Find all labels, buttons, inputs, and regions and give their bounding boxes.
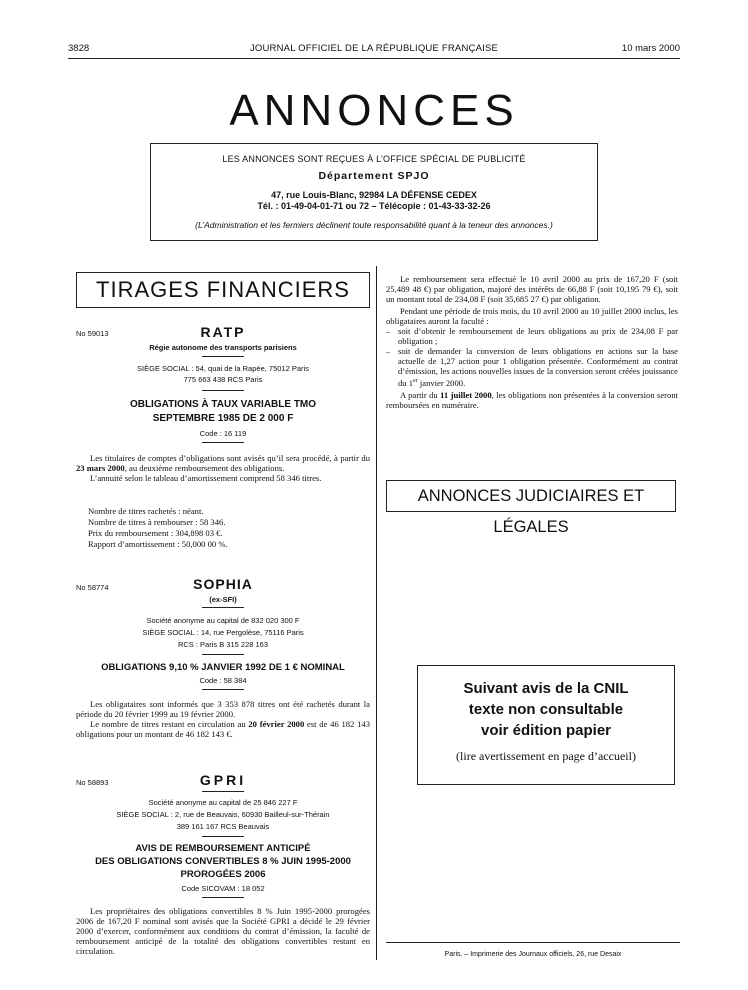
gpri-avis-line1: AVIS DE REMBOURSEMENT ANTICIPÉ: [135, 843, 311, 854]
gpri-code: Code SICOVAM : 18 052: [181, 884, 265, 893]
sophia-paragraph-1: Les obligataires sont informés que 3 353 878 titres ont été rachetés durant la période du 20 février 1999 au 19 février 2000.: [76, 699, 370, 719]
list-item: – soit de demander la conversion de leurs obligations en actions sur la base actuelle de 1,27 action pour 1 obligation présentée. Conformément au contrat d’émission, les actions nouvelles issues de la conversion seront créées jouissance du 1er janvier 2000.: [386, 346, 678, 388]
page-title: ANNONCES: [229, 86, 519, 135]
ratp-oblig-line2: SEPTEMBRE 1985 DE 2 000 F: [152, 413, 294, 424]
ratp-ref: No 59013: [76, 329, 109, 338]
divider: [202, 607, 244, 608]
right-paragraph-2: Pendant une période de trois mois, du 10 avril 2000 au 10 juillet 2000 inclus, les obligataires auront la faculté :: [386, 306, 678, 326]
sophia-siege: SIÈGE SOCIAL : 14, rue Pergolèse, 75116 Paris: [142, 628, 304, 637]
ratp-stat: Nombre de titres rachetés : néant.: [88, 506, 204, 516]
sophia-name: SOPHIA: [193, 576, 253, 592]
list-item: – soit d’obtenir le remboursement de leurs obligations au prix de 234,08 F par obligation ;: [386, 326, 678, 346]
notice-box: [150, 143, 598, 241]
divider: [202, 689, 244, 690]
divider: [202, 791, 244, 792]
ratp-siege: SIÈGE SOCIAL : 54, quai de la Rapée, 75012 Paris: [137, 364, 309, 373]
ratp-body: [76, 453, 370, 483]
gpri-avis-line2: DES OBLIGATIONS CONVERTIBLES 8 % JUIN 1995-2000: [95, 856, 351, 867]
gpri-body: [76, 906, 370, 956]
divider: [202, 356, 244, 357]
cnil-note: (lire avertissement en page d’accueil): [456, 749, 636, 763]
ratp-code: Code : 16 119: [199, 429, 247, 438]
sophia-body: [76, 699, 370, 739]
cnil-line2: texte non consultable: [468, 701, 624, 718]
right-paragraph-3: A partir du 11 juillet 2000, les obligations non présentées à la conversion seront remboursées en numéraire.: [386, 389, 679, 410]
sophia-oblig: OBLIGATIONS 9,10 % JANVIER 1992 DE 1 € NOMINAL: [101, 662, 345, 673]
sophia-paragraph-2: Le nombre de titres restant en circulation au 20 février 2000 est de 46 182 143 obligations pour un montant de 46 182 143 €.: [76, 719, 370, 739]
ratp-paragraph-1: Les titulaires de comptes d’obligations sont avisés qu’il sera procédé, à partir du 23 mars 2000, au deuxième remboursement des obligations.: [76, 453, 370, 473]
gpri-ref: No 58893: [76, 778, 109, 787]
divider: [202, 836, 244, 837]
section-title-annonces-judiciaires: ANNONCES JUDICIAIRES ET LÉGALES: [386, 480, 676, 512]
gpri-rcs: 389 161 167 RCS Beauvais: [176, 822, 270, 831]
ratp-paragraph-2: L’annuité selon le tableau d’amortissement comprend 58 346 titres.: [90, 473, 322, 483]
sophia-code: Code : 58 384: [199, 676, 247, 685]
ratp-stat: Nombre de titres à rembourser : 58 346.: [88, 517, 226, 527]
gpri-paragraph-1: Les propriétaires des obligations convertibles 8 % Juin 1995-2000 prorogées 2006 de 167,20 F nominal sont avisés que la Société GPRI a décidé le 29 février 2000 d’exercer, conformément aux conditions du contrat d’émission, la faculté de remboursement anticipé de la totalité des obligations convertibles restant en circulation.: [76, 906, 370, 956]
ratp-stat: Rapport d’amortissement : 50,000 00 %.: [88, 539, 228, 549]
divider: [202, 390, 244, 391]
gpri-avis-line3: PROROGÉES 2006: [180, 869, 266, 880]
page-date: 10 mars 2000: [621, 43, 680, 54]
divider: [202, 442, 244, 443]
ratp-stat: Prix du remboursement : 304,898 03 €.: [88, 528, 223, 538]
notice-department: Département SPJO: [318, 170, 430, 182]
gpri-name: GPRI: [199, 772, 247, 788]
gpri-siege: SIÈGE SOCIAL : 2, rue de Beauvais, 60930 Bailleul-sur-Thérain: [116, 810, 330, 819]
ratp-name: RATP: [200, 324, 246, 340]
journal-title: JOURNAL OFFICIEL DE LA RÉPUBLIQUE FRANÇAISE: [249, 43, 499, 54]
notice-line1: LES ANNONCES SONT REÇUES À L’OFFICE SPÉCIAL DE PUBLICITÉ: [222, 154, 526, 164]
sophia-rcs: RCS : Paris B 315 228 163: [177, 640, 269, 649]
gpri-continuation: [386, 274, 678, 410]
cnil-notice-box: [417, 665, 675, 785]
column-divider: [376, 266, 377, 960]
header-rule: [68, 58, 680, 59]
notice-disclaimer: (L’Administration et les fermiers déclinent toute responsabilité quant à la teneur des annonces.): [195, 220, 553, 230]
sophia-capital: Société anonyme au capital de 832 020 300 F: [146, 616, 300, 625]
option-list: [386, 326, 678, 388]
sophia-ref: No 58774: [76, 583, 109, 592]
footer-rule: [386, 942, 680, 943]
ratp-rcs: 775 663 438 RCS Paris: [183, 375, 263, 384]
notice-address: 47, rue Louis-Blanc, 92984 LA DÉFENSE CEDEX: [271, 190, 477, 200]
cnil-line3: voir édition papier: [480, 722, 612, 739]
divider: [202, 897, 244, 898]
right-paragraph-1: Le remboursement sera effectué le 10 avril 2000 au prix de 167,20 F (soit 25,489 48 €) par obligation, majoré des intérêts de 66,88 F (soit 10,195 79 €), soit un montant total de 234,08 F (soit 35,685 27 €) par obligation.: [386, 274, 678, 304]
sophia-subtitle: (ex-SFI): [209, 595, 237, 604]
divider: [202, 654, 244, 655]
ratp-subtitle: Régie autonome des transports parisiens: [149, 343, 297, 352]
ratp-oblig-line1: OBLIGATIONS À TAUX VARIABLE TMO: [129, 399, 317, 410]
gpri-capital: Société anonyme au capital de 25 846 227 F: [148, 798, 298, 807]
printer-footer: Paris. – Imprimerie des Journaux officiels, 26, rue Desaix: [444, 951, 622, 958]
cnil-line1: Suivant avis de la CNIL: [463, 680, 629, 697]
notice-phones: Tél. : 01-49-04-01-71 ou 72 – Télécopie : 01-43-33-32-26: [257, 201, 491, 211]
section-title-tirages: TIRAGES FINANCIERS: [76, 272, 370, 308]
page-number: 3828: [68, 43, 90, 54]
